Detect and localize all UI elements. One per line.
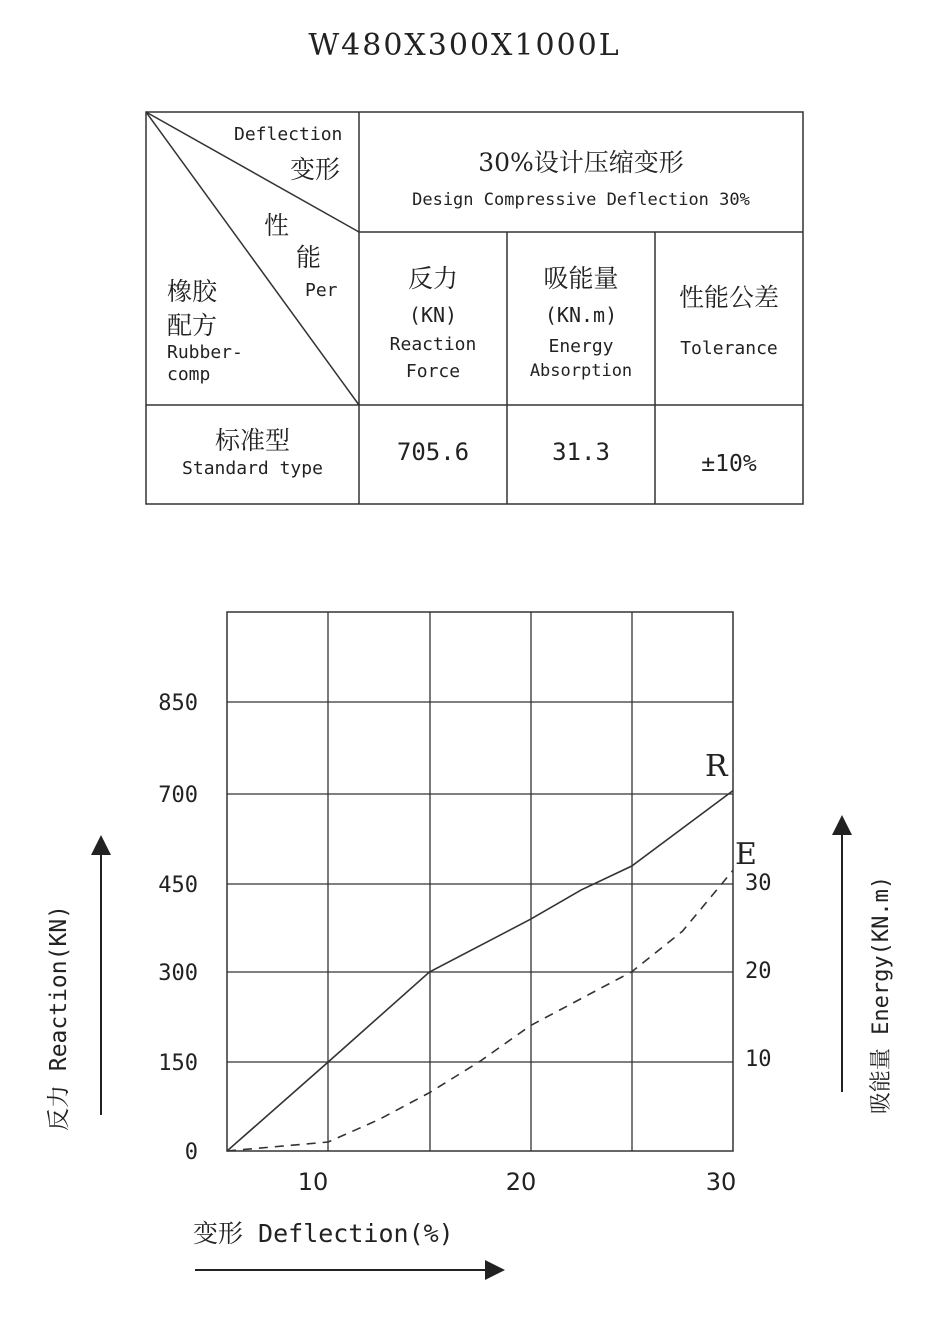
y-right-tick-label: 20: [745, 959, 772, 984]
x-tick-label: 30: [705, 1168, 737, 1196]
corner-deflection-en: Deflection: [234, 124, 343, 145]
y-left-tick-label: 300: [158, 961, 198, 986]
series-label-R: R: [705, 749, 728, 784]
corner-rubber-en-1: Rubber-: [167, 342, 243, 363]
corner-deflection-cn: 变形: [290, 155, 341, 184]
col-reaction-unit: (KN): [408, 303, 458, 327]
col-tolerance-cn: 性能公差: [678, 283, 779, 312]
chart-series: [227, 791, 733, 1151]
series-line-R: [227, 791, 733, 1151]
col-reaction-en-1: Reaction: [389, 334, 477, 355]
y-left-tick-label: 700: [158, 783, 198, 808]
corner-rubber-en-2: comp: [167, 364, 211, 385]
chart-grid: [227, 612, 733, 1151]
y-left-axis-label: 反力 Reaction(KN): [46, 904, 72, 1132]
series-label-E: E: [735, 837, 757, 872]
y-right-axis-label: 吸能量 Energy(KN.m): [869, 875, 894, 1115]
row-reaction-value: 705.6: [396, 438, 470, 466]
col-energy-unit: (KN.m): [544, 303, 618, 327]
chart-ticks: [158, 691, 771, 1196]
row-tolerance-value: ±10%: [701, 451, 757, 477]
page-title: W480X300X1000L: [308, 28, 621, 63]
row-type-cn: 标准型: [214, 426, 290, 455]
corner-performance-en: Per: [305, 280, 338, 301]
col-energy-cn: 吸能量: [543, 264, 619, 293]
y-right-tick-label: 30: [745, 871, 772, 896]
plot-frame: [227, 612, 733, 1151]
y-left-tick-label: 450: [158, 873, 198, 898]
corner-rubber-cn-2: 配方: [167, 311, 218, 340]
x-tick-label: 20: [505, 1168, 537, 1196]
corner-performance-cn-1: 性: [264, 211, 290, 240]
series-line-E: [227, 870, 733, 1151]
x-tick-label: 10: [297, 1168, 329, 1196]
y-left-tick-label: 150: [158, 1051, 198, 1076]
design-header-cn: 30%设计压缩变形: [478, 148, 684, 177]
y-left-tick-label: 0: [184, 1140, 198, 1165]
x-axis-label: 变形 Deflection(%): [193, 1219, 454, 1248]
row-type-en: Standard type: [182, 458, 323, 479]
row-energy-value: 31.3: [552, 438, 610, 466]
col-reaction-cn: 反力: [407, 264, 458, 293]
chart-labels: [46, 749, 894, 1270]
col-energy-en-1: Energy: [548, 336, 614, 357]
corner-rubber-cn-1: 橡胶: [167, 277, 218, 306]
y-left-tick-label: 850: [158, 691, 198, 716]
col-energy-en-2: Absorption: [529, 361, 633, 381]
corner-performance-cn-2: 能: [296, 243, 322, 272]
col-tolerance-en: Tolerance: [680, 338, 778, 359]
col-reaction-en-2: Force: [405, 361, 461, 382]
design-header-en: Design Compressive Deflection 30%: [412, 190, 750, 210]
y-right-tick-label: 10: [745, 1047, 772, 1072]
